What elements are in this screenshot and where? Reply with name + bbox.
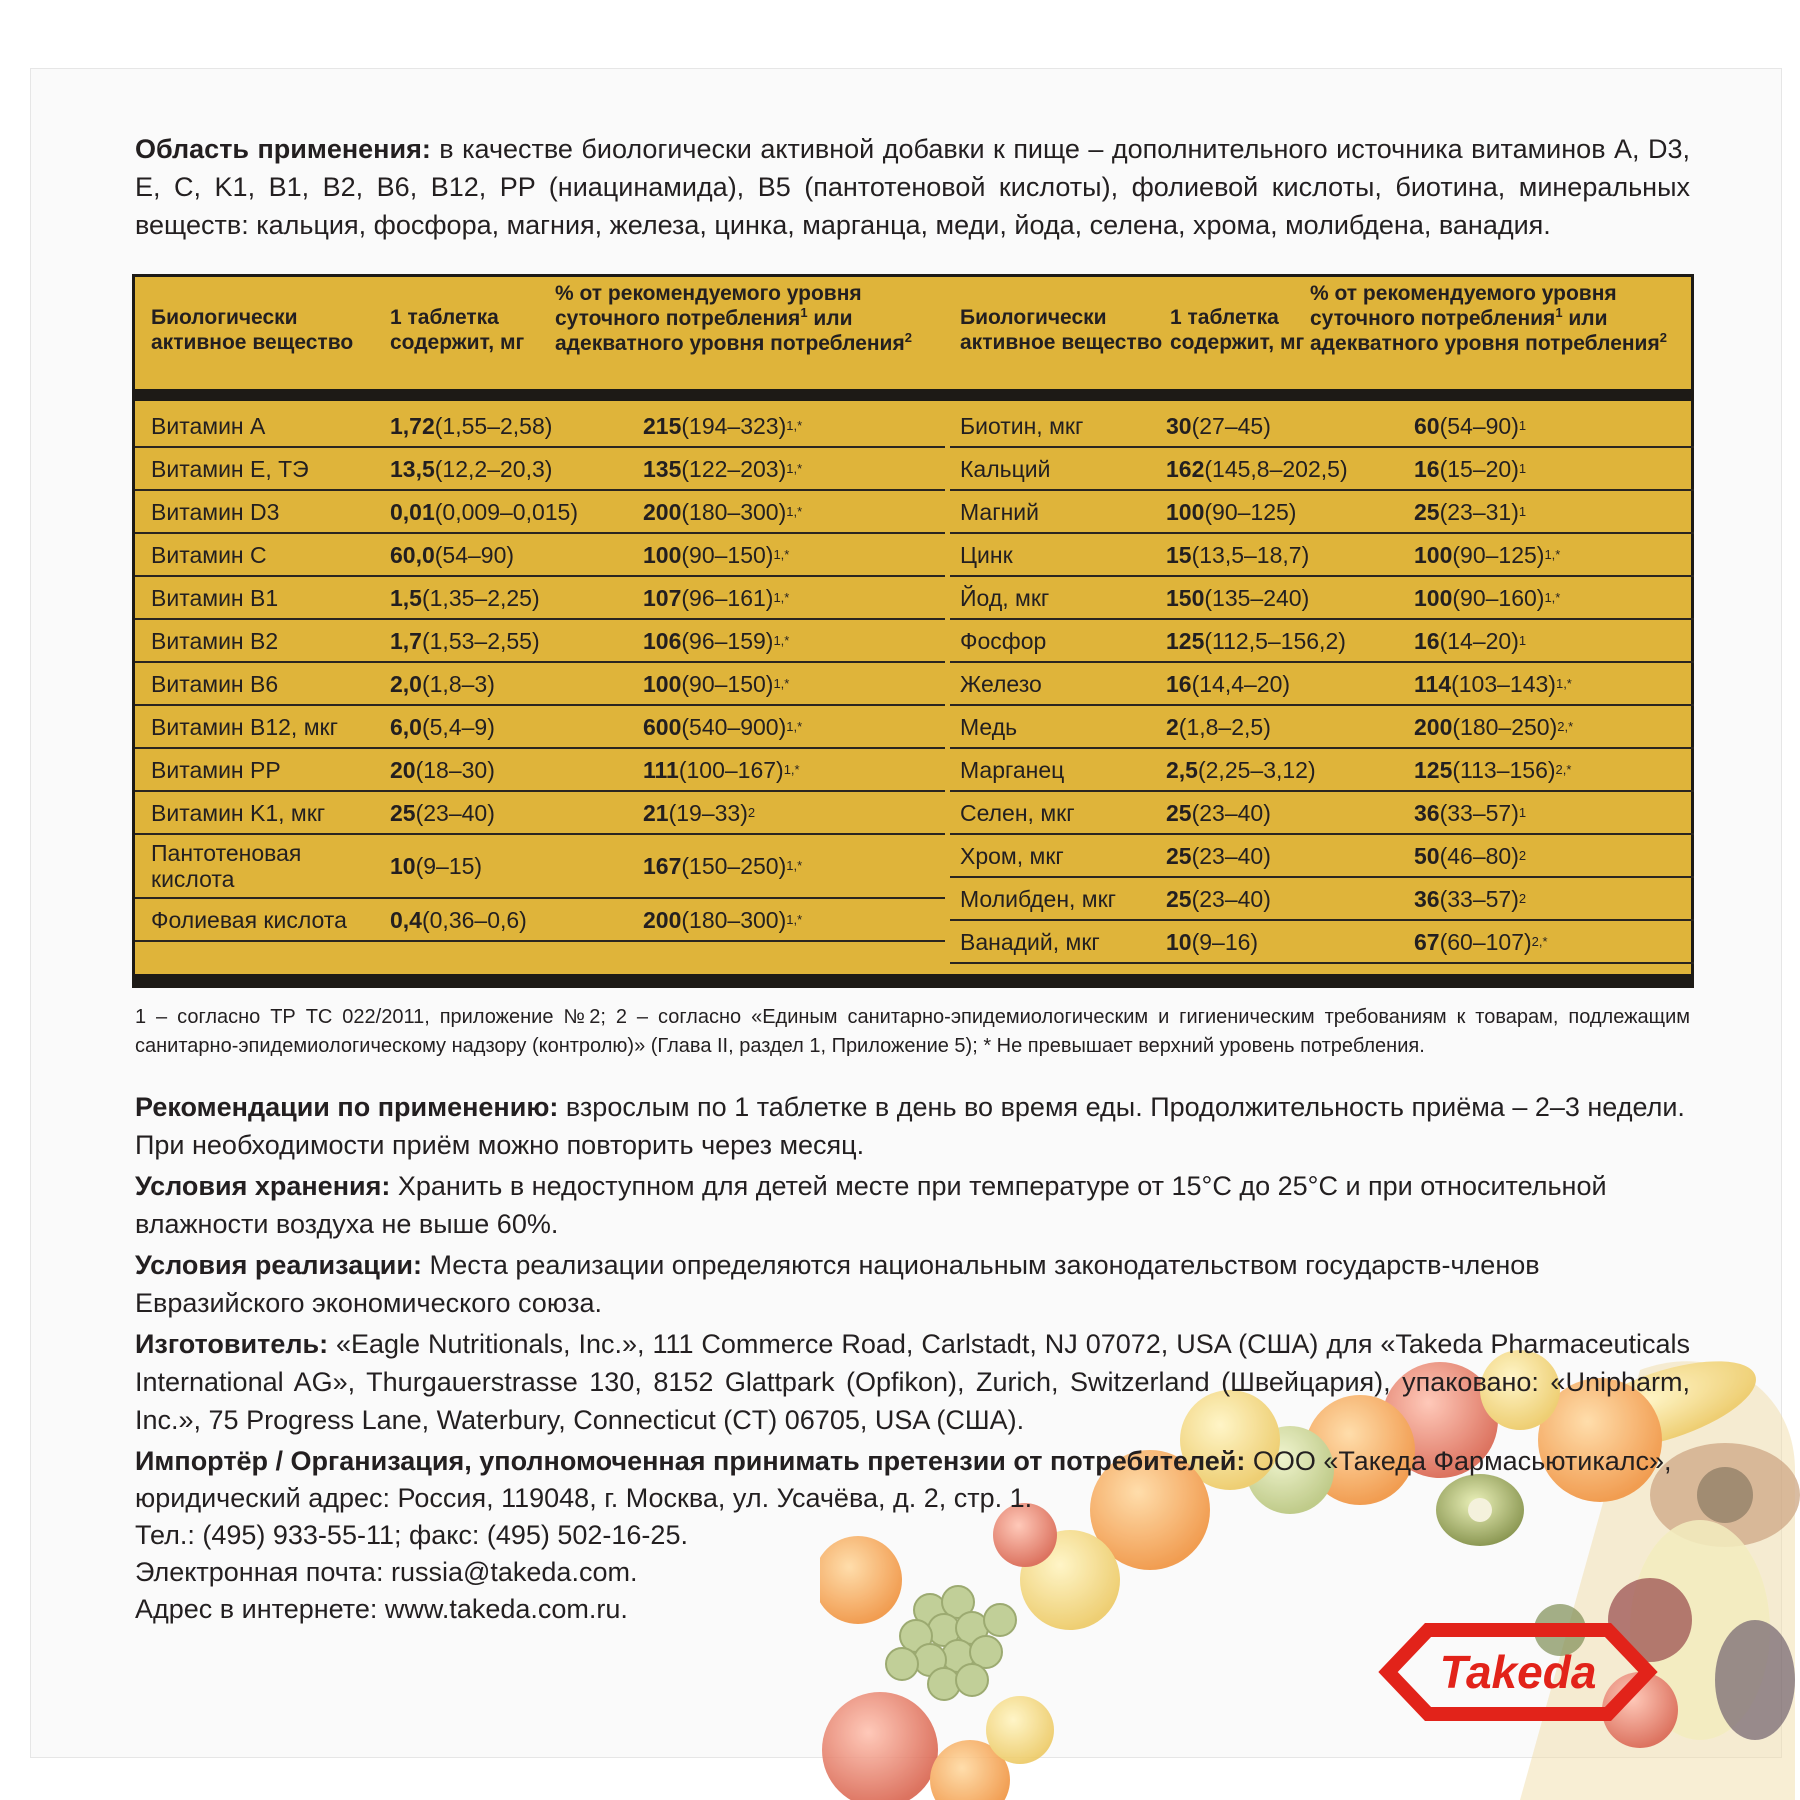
amount-value: 25 — [390, 799, 416, 826]
percent-range: (150–250) — [681, 853, 787, 879]
substance-name-line: Фосфор — [960, 627, 1047, 654]
percent-value: 600 — [643, 713, 682, 740]
table-row — [135, 491, 945, 534]
amount-cell — [1166, 706, 1271, 747]
table-rows-left — [135, 405, 945, 942]
header-percent-sup2: 2 — [1659, 330, 1667, 345]
table-row — [950, 491, 1694, 534]
amount-range: (0,009–0,015) — [434, 498, 578, 525]
percent-range: (90–150) — [681, 670, 774, 697]
substance-name-line: Витамин B1 — [151, 584, 279, 611]
substance-name-line: Витамин D3 — [151, 498, 280, 525]
amount-value: 1,7 — [390, 627, 422, 654]
amount-range: (145,8–202,5) — [1204, 455, 1348, 482]
amount-range: (90–125) — [1204, 498, 1297, 525]
percent-cell: 100 (90–150) 1,* — [643, 541, 790, 568]
amount-range: (1,35–2,25) — [421, 584, 540, 611]
table-row — [135, 620, 945, 663]
substance-name-line: Витамин PP — [151, 756, 281, 783]
percent-cell: 215 (194–323) 1,* — [643, 412, 803, 439]
amount-range: (23–40) — [1191, 842, 1271, 869]
amount-cell — [390, 405, 552, 446]
amount-cell — [390, 491, 578, 532]
percent-cell: 125 (113–156) 2,* — [1414, 756, 1572, 783]
amount-cell — [1166, 491, 1296, 532]
substance-name-line: Железо — [960, 670, 1042, 697]
amount-value: 30 — [1166, 412, 1192, 439]
amount-cell — [1166, 577, 1309, 618]
storage-section — [135, 1167, 1690, 1243]
amount-range: (112,5–156,2) — [1204, 627, 1346, 654]
amount-cell — [1166, 835, 1271, 876]
amount-range: (23–40) — [1191, 799, 1271, 826]
takeda-logo — [1368, 1612, 1668, 1732]
substance-name — [960, 792, 1075, 833]
amount-cell — [390, 663, 495, 704]
importer-phone: Тел.: (495) 933-55-11; факс: (495) 502-16-25. — [135, 1520, 688, 1550]
header-per-tablet: 1 таблетка содержит, мг — [1170, 306, 1305, 354]
amount-cell — [1166, 878, 1271, 919]
header-percent-sup2: 2 — [904, 330, 912, 345]
percent-value: 60 — [1414, 412, 1440, 439]
percent-cell: 167 (150–250) 1,* — [643, 853, 803, 879]
importer-text: ООО «Такеда Фармасьютикалс», юридический адрес: Россия, 119048, г. Москва, ул. Усачёва, д. 2, стр. 1. — [135, 1446, 1672, 1513]
amount-value: 16 — [1166, 670, 1192, 697]
table-row — [135, 706, 945, 749]
substance-name — [151, 577, 278, 618]
amount-value: 1,5 — [390, 584, 422, 611]
amount-value: 10 — [390, 853, 416, 879]
table-row — [135, 577, 945, 620]
amount-value: 0,4 — [390, 906, 422, 933]
substance-name-line: Витамин K1, мкг — [151, 799, 326, 826]
substance-name — [151, 534, 267, 575]
substance-name — [151, 620, 278, 661]
amount-value: 100 — [1166, 498, 1205, 525]
maker-section — [135, 1325, 1690, 1439]
percent-value: 100 — [643, 541, 682, 568]
amount-value: 10 — [1166, 928, 1192, 955]
recommend-section — [135, 1088, 1690, 1164]
percent-range: (90–125) — [1452, 541, 1545, 568]
storage-label: Условия хранения: — [135, 1171, 391, 1201]
percent-cell: 36 (33–57) 1 — [1414, 799, 1527, 826]
amount-range: (1,53–2,55) — [421, 627, 540, 654]
amount-cell — [1166, 792, 1271, 833]
percent-value: 21 — [643, 799, 669, 826]
header-substance: Биологически активное вещество — [960, 306, 1163, 354]
percent-range: (14–20) — [1439, 627, 1519, 654]
importer-email: Электронная почта: russia@takeda.com. — [135, 1557, 638, 1587]
storage-text: Хранить в недоступном для детей месте при температуре от 15°С до 25°С и при относительной влажности воздуха не выше 60%. — [135, 1171, 1607, 1239]
amount-value: 25 — [1166, 799, 1192, 826]
table-rows-right — [950, 405, 1694, 964]
composition-table — [132, 274, 1694, 988]
table-row — [135, 663, 945, 706]
substance-name-line: Ванадий, мкг — [960, 928, 1100, 955]
table-row — [135, 448, 945, 491]
percent-range: (113–156) — [1452, 756, 1556, 783]
percent-value: 111 — [643, 756, 679, 783]
table-row — [950, 835, 1694, 878]
amount-value: 60,0 — [390, 541, 435, 568]
percent-cell: 25 (23–31) 1 — [1414, 498, 1527, 525]
sale-label: Условия реализации: — [135, 1250, 422, 1280]
usage-text: в качестве биологически активной добавки к пище – дополнительного источника витаминов A, D3, E, C, K1, B1, B2, B6, B12, PP (ниацинамида), B5 (пантотеновой кислоты), фолиевой кислоты, биотина, минеральных веществ: кальция, фосфора, магния, железа, цинка, марганца, меди, йода, селена, хрома, молибдена, ванадия. — [135, 134, 1690, 240]
percent-cell: 60 (54–90) 1 — [1414, 412, 1527, 439]
substance-name-line: Марганец — [960, 756, 1065, 783]
percent-cell: 135 (122–203) 1,* — [643, 455, 803, 482]
substance-name-line: Медь — [960, 713, 1018, 740]
substance-name — [960, 577, 1049, 618]
amount-value: 162 — [1166, 455, 1205, 482]
amount-value: 20 — [390, 756, 416, 783]
header-percent — [1310, 281, 1690, 356]
recommend-label: Рекомендации по применению: — [135, 1092, 559, 1122]
percent-range: (96–159) — [681, 627, 774, 654]
table-row — [950, 663, 1694, 706]
table-row — [950, 706, 1694, 749]
amount-cell — [390, 620, 540, 661]
percent-range: (23–31) — [1439, 498, 1519, 525]
header-percent-tail: или адекватного уровня потребления — [1310, 307, 1660, 355]
percent-value: 125 — [1414, 756, 1453, 783]
importer-section — [135, 1443, 1690, 1628]
percent-cell: 200 (180–250) 2,* — [1414, 713, 1574, 740]
percent-cell: 67 (60–107) 2,* — [1414, 928, 1548, 955]
substance-name-line: Витамин A — [151, 412, 266, 439]
percent-cell: 200 (180–300) 1,* — [643, 498, 803, 525]
amount-cell — [1166, 405, 1271, 446]
substance-name — [151, 706, 338, 747]
percent-cell: 100 (90–150) 1,* — [643, 670, 790, 697]
header-percent-tail: или адекватного уровня потребления — [555, 307, 905, 355]
header-substance: Биологически активное вещество — [151, 306, 354, 354]
usage-label: Область применения: — [135, 134, 431, 164]
recommend-text: взрослым по 1 таблетке в день во время еды. Продолжительность приёма – 2–3 недели. При необходимости приём можно повторить через месяц. — [135, 1092, 1685, 1160]
amount-value: 13,5 — [390, 455, 435, 482]
header-percent-sup1: 1 — [800, 305, 808, 320]
importer-label: Импортёр / Организация, уполномоченная принимать претензии от потребителей: — [135, 1446, 1246, 1476]
percent-cell: 107 (96–161) 1,* — [643, 584, 790, 611]
percent-value: 100 — [643, 670, 682, 697]
substance-name — [960, 835, 1064, 876]
percent-value: 16 — [1414, 627, 1440, 654]
substance-name — [960, 405, 1083, 446]
substance-name — [960, 620, 1046, 661]
percent-cell: 106 (96–159) 1,* — [643, 627, 790, 654]
amount-value: 1,72 — [390, 412, 435, 439]
percent-cell: 600 (540–900) 1,* — [643, 713, 803, 740]
amount-cell — [390, 706, 495, 747]
percent-range: (180–250) — [1452, 713, 1558, 740]
percent-range: (180–300) — [681, 906, 787, 933]
amount-range: (13,5–18,7) — [1191, 541, 1310, 568]
amount-cell — [1166, 921, 1258, 962]
amount-cell — [390, 835, 482, 897]
percent-cell: 36 (33–57) 2 — [1414, 885, 1527, 912]
amount-cell — [390, 792, 495, 833]
header-percent-main: % от рекомендуемого уровня суточного потребления — [555, 282, 862, 330]
usage-section — [135, 130, 1690, 244]
maker-label: Изготовитель: — [135, 1329, 329, 1359]
amount-cell — [390, 534, 514, 575]
table-row — [950, 749, 1694, 792]
amount-range: (1,55–2,58) — [434, 412, 553, 439]
substance-name-line: Витамин B12, мкг — [151, 713, 338, 740]
substance-name — [960, 491, 1039, 532]
percent-value: 36 — [1414, 799, 1440, 826]
substance-name-line: Биотин, мкг — [960, 412, 1084, 439]
substance-name — [151, 405, 265, 446]
table-row — [950, 534, 1694, 577]
percent-value: 215 — [643, 412, 682, 439]
sale-section — [135, 1246, 1690, 1322]
substance-name-line: Молибден, мкг — [960, 885, 1117, 912]
substance-name-line: Витамин B6 — [151, 670, 279, 697]
amount-value: 15 — [1166, 541, 1192, 568]
substance-name — [960, 706, 1017, 747]
substance-name-line: Йод, мкг — [960, 584, 1050, 611]
percent-value: 100 — [1414, 584, 1453, 611]
percent-value: 36 — [1414, 885, 1440, 912]
percent-value: 167 — [643, 853, 682, 879]
amount-range: (14,4–20) — [1191, 670, 1291, 697]
percent-cell: 200 (180–300) 1,* — [643, 906, 803, 933]
amount-range: (2,25–3,12) — [1197, 756, 1316, 783]
amount-range: (23–40) — [415, 799, 495, 826]
importer-paragraph — [135, 1443, 1690, 1517]
substance-name — [960, 534, 1013, 575]
amount-range: (9–16) — [1191, 928, 1259, 955]
table-bottom-rule — [135, 974, 1691, 985]
table-row — [950, 878, 1694, 921]
substance-name — [151, 835, 301, 897]
table-row — [135, 405, 945, 448]
substance-name — [151, 491, 279, 532]
percent-range: (122–203) — [681, 455, 787, 482]
table-row — [950, 620, 1694, 663]
amount-range: (1,8–2,5) — [1178, 713, 1271, 740]
substance-name-line: Селен, мкг — [960, 799, 1075, 826]
amount-range: (18–30) — [415, 756, 495, 783]
amount-cell — [1166, 534, 1309, 575]
table-row — [135, 899, 945, 942]
percent-range: (540–900) — [681, 713, 787, 740]
substance-name-line: кислота — [151, 866, 235, 892]
table-row — [135, 835, 945, 899]
percent-cell: 21 (19–33) 2 — [643, 799, 756, 826]
amount-value: 2,5 — [1166, 756, 1198, 783]
amount-cell — [390, 577, 540, 618]
percent-cell: 16 (14–20) 1 — [1414, 627, 1527, 654]
percent-value: 50 — [1414, 842, 1440, 869]
substance-name-line: Фолиевая кислота — [151, 906, 347, 933]
substance-name-line: Цинк — [960, 541, 1013, 568]
percent-value: 114 — [1414, 670, 1452, 697]
percent-cell: 16 (15–20) 1 — [1414, 455, 1527, 482]
percent-range: (15–20) — [1439, 455, 1519, 482]
percent-range: (33–57) — [1439, 885, 1519, 912]
substance-name — [960, 448, 1050, 489]
amount-value: 25 — [1166, 885, 1192, 912]
table-row — [135, 749, 945, 792]
table-row — [950, 405, 1694, 448]
takeda-logo-text: Takeda — [1439, 1646, 1597, 1698]
substance-name — [151, 899, 347, 940]
amount-range: (27–45) — [1191, 412, 1271, 439]
amount-cell — [390, 899, 527, 940]
percent-cell: 111 (100–167) 1,* — [643, 756, 800, 783]
amount-value: 150 — [1166, 584, 1205, 611]
amount-range: (0,36–0,6) — [421, 906, 527, 933]
percent-value: 107 — [643, 584, 682, 611]
percent-value: 135 — [643, 455, 682, 482]
percent-value: 200 — [1414, 713, 1453, 740]
table-row — [950, 792, 1694, 835]
percent-range: (60–107) — [1439, 928, 1532, 955]
amount-cell — [390, 448, 552, 489]
amount-range: (9–15) — [415, 853, 483, 879]
substance-name-line: Хром, мкг — [960, 842, 1064, 869]
table-row — [950, 448, 1694, 491]
header-separator — [135, 389, 1691, 401]
substance-name-line: Магний — [960, 498, 1039, 525]
percent-range: (103–143) — [1451, 670, 1556, 697]
substance-name — [151, 749, 281, 790]
substance-name-line: Витамин E, ТЭ — [151, 455, 309, 482]
amount-value: 25 — [1166, 842, 1192, 869]
percent-range: (46–80) — [1439, 842, 1519, 869]
substance-name — [151, 663, 278, 704]
table-header-right — [950, 282, 1694, 383]
header-percent-main: % от рекомендуемого уровня суточного потребления — [1310, 282, 1617, 330]
header-percent — [555, 281, 935, 356]
percent-value: 67 — [1414, 928, 1440, 955]
amount-range: (23–40) — [1191, 885, 1271, 912]
percent-value: 25 — [1414, 498, 1440, 525]
amount-range: (5,4–9) — [421, 713, 495, 740]
table-row — [950, 577, 1694, 620]
percent-value: 200 — [643, 906, 682, 933]
percent-range: (19–33) — [668, 799, 748, 826]
percent-range: (180–300) — [681, 498, 787, 525]
substance-name-line: Витамин C — [151, 541, 267, 568]
percent-range: (90–160) — [1452, 584, 1545, 611]
amount-range: (135–240) — [1204, 584, 1310, 611]
percent-value: 100 — [1414, 541, 1453, 568]
substance-name — [960, 749, 1064, 790]
header-per-tablet: 1 таблетка содержит, мг — [390, 306, 525, 354]
percent-range: (33–57) — [1439, 799, 1519, 826]
table-header-left — [135, 282, 945, 383]
percent-range: (54–90) — [1439, 412, 1519, 439]
amount-value: 2 — [1166, 713, 1179, 740]
amount-cell — [1166, 448, 1348, 489]
table-row — [135, 792, 945, 835]
amount-value: 0,01 — [390, 498, 435, 525]
substance-name-line: Кальций — [960, 455, 1051, 482]
percent-cell: 100 (90–160) 1,* — [1414, 584, 1561, 611]
amount-value: 6,0 — [390, 713, 422, 740]
percent-range: (100–167) — [678, 756, 784, 783]
substance-name — [151, 792, 325, 833]
table-row — [950, 921, 1694, 964]
substance-name — [960, 921, 1100, 962]
amount-cell — [1166, 620, 1346, 661]
amount-cell — [1166, 749, 1316, 790]
table-row — [135, 534, 945, 577]
percent-range: (96–161) — [681, 584, 774, 611]
amount-range: (12,2–20,3) — [434, 455, 553, 482]
percent-value: 16 — [1414, 455, 1440, 482]
percent-range: (90–150) — [681, 541, 774, 568]
percent-cell: 50 (46–80) 2 — [1414, 842, 1527, 869]
substance-name — [960, 663, 1042, 704]
percent-cell: 100 (90–125) 1,* — [1414, 541, 1561, 568]
percent-value: 200 — [643, 498, 682, 525]
amount-range: (54–90) — [434, 541, 515, 568]
footnote: 1 – согласно ТР ТС 022/2011, приложение №2; 2 – согласно «Единым санитарно-эпидемиологическим и гигиеническим требованиям к товарам, подлежащим санитарно-эпидемиологическому надзору (контролю)» (Глава II, раздел 1, Приложение 5); * Не превышает верхний уровень потребления. — [135, 1006, 1690, 1057]
percent-value: 106 — [643, 627, 682, 654]
amount-value: 2,0 — [390, 670, 422, 697]
percent-cell: 114 (103–143) 1,* — [1414, 670, 1572, 697]
substance-name-line: Витамин B2 — [151, 627, 279, 654]
amount-range: (1,8–3) — [421, 670, 495, 697]
sale-text: Места реализации определяются национальным законодательством государств-членов Евразийского экономического союза. — [135, 1250, 1540, 1318]
substance-name-line: Пантотеновая — [151, 840, 302, 866]
percent-range: (194–323) — [681, 412, 787, 439]
amount-value: 125 — [1166, 627, 1205, 654]
substance-name — [960, 878, 1116, 919]
importer-web: Адрес в интернете: www.takeda.com.ru. — [135, 1594, 628, 1624]
amount-cell — [1166, 663, 1290, 704]
maker-text: «Eagle Nutritionals, Inc.», 111 Commerce Road, Carlstadt, NJ 07072, USA (США) для «Takeda Pharmaceuticals International AG», Thurgauerstrasse 130, 8152 Glattpark (Opfikon), Zurich, Switzerland (Швейцария), упаковано: «Unipharm, Inc.», 75 Progress Lane, Waterbury, Connecticut (CT) 06705, USA (США). — [135, 1329, 1690, 1435]
amount-cell — [390, 749, 495, 790]
substance-name — [151, 448, 309, 489]
header-percent-sup1: 1 — [1555, 305, 1563, 320]
